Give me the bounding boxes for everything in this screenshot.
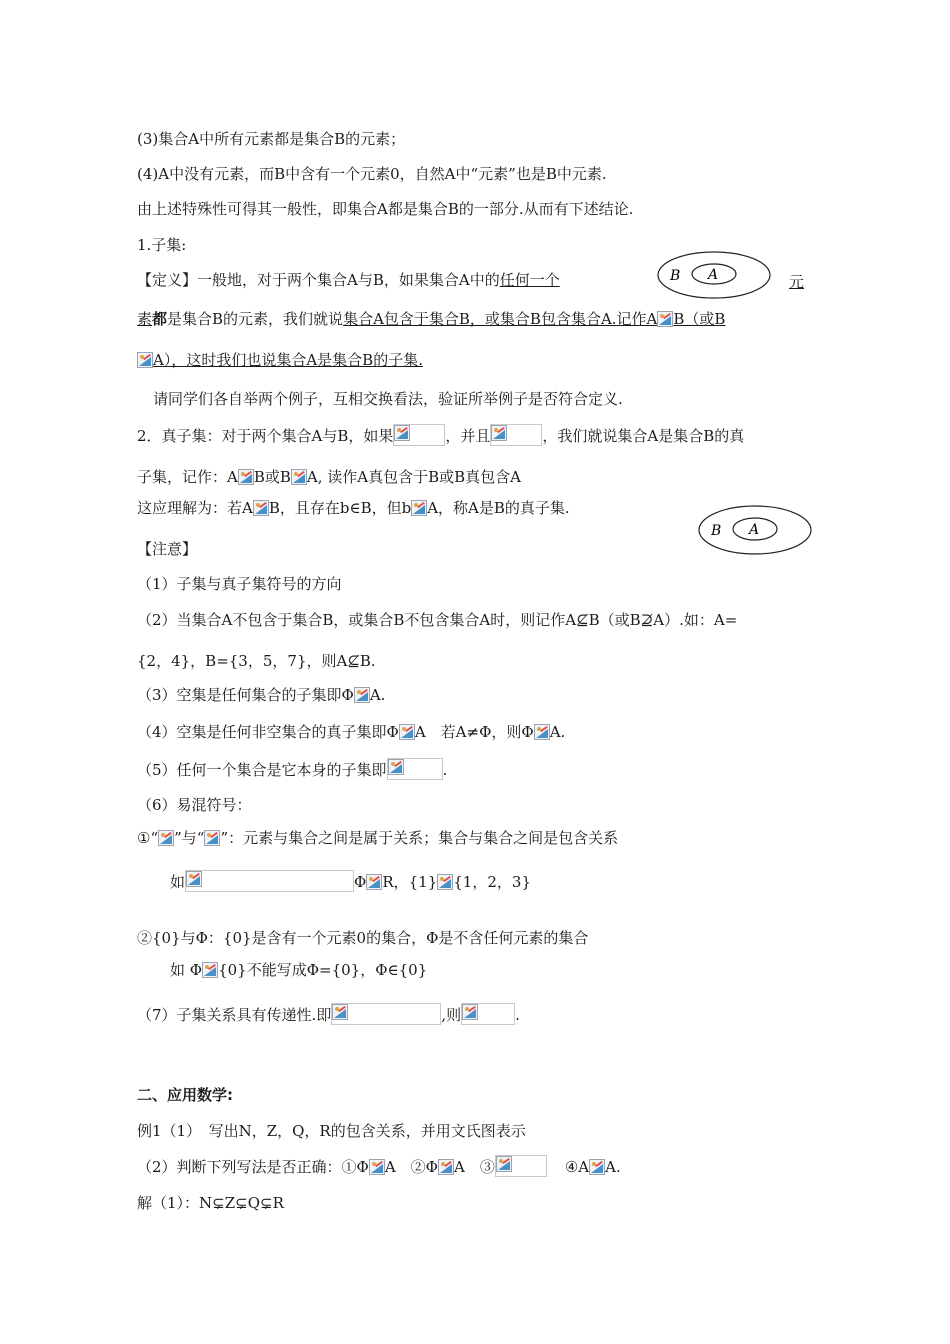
text: 如 — [170, 873, 186, 891]
text: Φ — [354, 873, 367, 891]
venn-label-inner: A — [749, 522, 760, 538]
note-5 — [137, 758, 447, 778]
note-6: （6）易混符号： — [137, 796, 252, 814]
text: A. — [549, 723, 566, 741]
confusable-1-example — [170, 870, 531, 890]
subset-icon — [437, 874, 453, 890]
exercise-prompt: 请同学们各自举两个例子，互相交换看法，验证所举例子是否符合定义. — [153, 390, 623, 408]
line-5: 由上述特殊性可得其一般性，即集合A都是集合B的一部分.从而有下述结论. — [137, 200, 634, 218]
text: 子集，记作：A — [137, 468, 238, 486]
element-of-icon — [369, 1159, 385, 1175]
confusable-2-example — [170, 960, 427, 980]
example-1-part-1: 例1（1） 写出N，Z，Q，R的包含关系，并用文氏图表示 — [137, 1122, 526, 1140]
formula-icon — [496, 1156, 512, 1172]
text: A. — [605, 1158, 621, 1176]
formula-image — [490, 424, 542, 446]
definition-underline-2: 元 — [789, 273, 805, 291]
proper-subset-icon — [238, 469, 254, 485]
text: A ③ — [453, 1158, 495, 1176]
venn-diagram-subset — [656, 250, 772, 300]
formula-icon — [491, 425, 507, 441]
subset-icon — [202, 962, 218, 978]
text: （4）空集是任何非空集合的真子集即Φ — [137, 723, 399, 741]
formula-image — [393, 424, 445, 446]
solution: 解（1）：N⊊Z⊊Q⊊R — [137, 1194, 284, 1212]
formula-icon — [186, 871, 202, 887]
example-1-part-2 — [137, 1155, 621, 1175]
subset-icon — [366, 874, 382, 890]
text: （3）空集是任何集合的子集即Φ — [137, 686, 354, 704]
formula-icon — [394, 425, 410, 441]
subset-symbol-icon — [657, 311, 673, 327]
text: ”：元素与集合之间是属于关系；集合与集合之间是包含关系 — [220, 829, 619, 847]
venn-label-outer: B — [711, 523, 722, 539]
text: ”与“ — [174, 829, 205, 847]
text: 这应理解为：若A — [137, 499, 253, 517]
subset-icon — [354, 687, 370, 703]
proper-subset-icon — [534, 724, 550, 740]
formula-image — [495, 1155, 547, 1177]
text: 如 Φ — [170, 961, 203, 979]
text: {1，2，3} — [453, 873, 531, 891]
subset-icon — [589, 1159, 605, 1175]
text: A，称A是B的真子集. — [427, 499, 570, 517]
subset-icon — [253, 500, 269, 516]
text: . — [515, 1006, 520, 1024]
line-3: (3)集合A中所有元素都是集合B的元素； — [137, 130, 406, 148]
def-bold: 都 — [152, 310, 168, 328]
def-notation: B（或B — [673, 310, 726, 328]
proper-subset-line — [137, 424, 744, 444]
text: {0}不能写成Φ={0}，Φ∈{0} — [218, 961, 428, 979]
formula-icon — [388, 759, 404, 775]
note-label: 【注意】 — [137, 540, 198, 558]
formula-icon — [462, 1004, 478, 1020]
text: （2）判断下列写法是否正确：①Φ — [137, 1158, 369, 1176]
definition-text: 一般地，对于两个集合A与B，如果集合A中的 — [197, 271, 500, 289]
text: B或B — [253, 468, 291, 486]
confusable-1 — [137, 828, 618, 848]
superset-symbol-icon — [137, 352, 153, 368]
formula-image — [461, 1003, 515, 1025]
definition-line-2 — [137, 309, 725, 329]
element-of-icon — [158, 830, 174, 846]
text: A 若A≠Φ，则Φ — [414, 723, 534, 741]
formula-image — [387, 758, 443, 780]
text: R，{1} — [382, 873, 438, 891]
def-text: A），这时我们也说集合A是集合B的子集. — [153, 351, 423, 369]
formula-image — [331, 1003, 441, 1025]
def-underline: 集合A包含于集合B，或集合B包含集合A. — [343, 310, 617, 328]
subset-icon — [438, 1159, 454, 1175]
text: （7）子集关系具有传递性.即 — [137, 1006, 332, 1024]
text: A, 读作A真包含于B或B真包含A — [306, 468, 521, 486]
def-text: 素 — [137, 310, 153, 328]
proper-subset-notation — [137, 467, 521, 487]
text: 2．真子集：对于两个集合A与B，如果 — [137, 427, 394, 445]
note-1: （1）子集与真子集符号的方向 — [137, 575, 342, 593]
venn-diagram-proper — [697, 504, 813, 556]
text: B，且存在b∈B，但b — [268, 499, 412, 517]
def-text: 是集合B的元素，我们就说 — [167, 310, 344, 328]
not-in-icon — [411, 500, 427, 516]
text: ,则 — [441, 1006, 462, 1024]
confusable-2: ②{0}与Φ：{0}是含有一个元素0的集合，Φ是不含任何元素的集合 — [137, 929, 589, 947]
venn-label-outer: B — [670, 268, 681, 284]
note-7 — [137, 1003, 520, 1023]
def-notation: 记作A — [616, 310, 658, 328]
text: . — [442, 761, 448, 779]
note-2: （2）当集合A不包含于集合B，或集合B不包含集合A时，则记作A⊈B（或B⊉A）.如：A= — [137, 611, 738, 629]
venn-label-inner: A — [708, 267, 719, 283]
text: （5）任何一个集合是它本身的子集即 — [137, 761, 387, 779]
subset-icon — [204, 830, 220, 846]
text: A. — [369, 686, 386, 704]
text: ④A — [564, 1158, 590, 1176]
text: ，我们就说集合A是集合B的真 — [542, 427, 745, 445]
text: ，并且 — [445, 427, 491, 445]
section-heading: 二、应用数学: — [137, 1086, 233, 1104]
definition-label: 【定义】 — [137, 271, 198, 289]
formula-image — [185, 870, 354, 892]
subset-icon — [399, 724, 415, 740]
text: ①“ — [137, 829, 159, 847]
understanding-line — [137, 498, 570, 518]
line-4: (4)A中没有元素，而B中含有一个元素0，自然A中“元素”也是B中元素. — [137, 165, 607, 183]
definition-line-1 — [137, 270, 560, 290]
formula-icon — [332, 1004, 348, 1020]
note-3 — [137, 685, 385, 705]
definition-line-3 — [137, 350, 423, 370]
definition-underline: 任何一个 — [499, 271, 560, 289]
note-4 — [137, 722, 565, 742]
proper-superset-icon — [291, 469, 307, 485]
note-2-example: {2，4}，B={3，5，7}，则A⊈B. — [137, 652, 376, 670]
text: A ②Φ — [384, 1158, 438, 1176]
subset-title: 1.子集: — [137, 236, 187, 254]
